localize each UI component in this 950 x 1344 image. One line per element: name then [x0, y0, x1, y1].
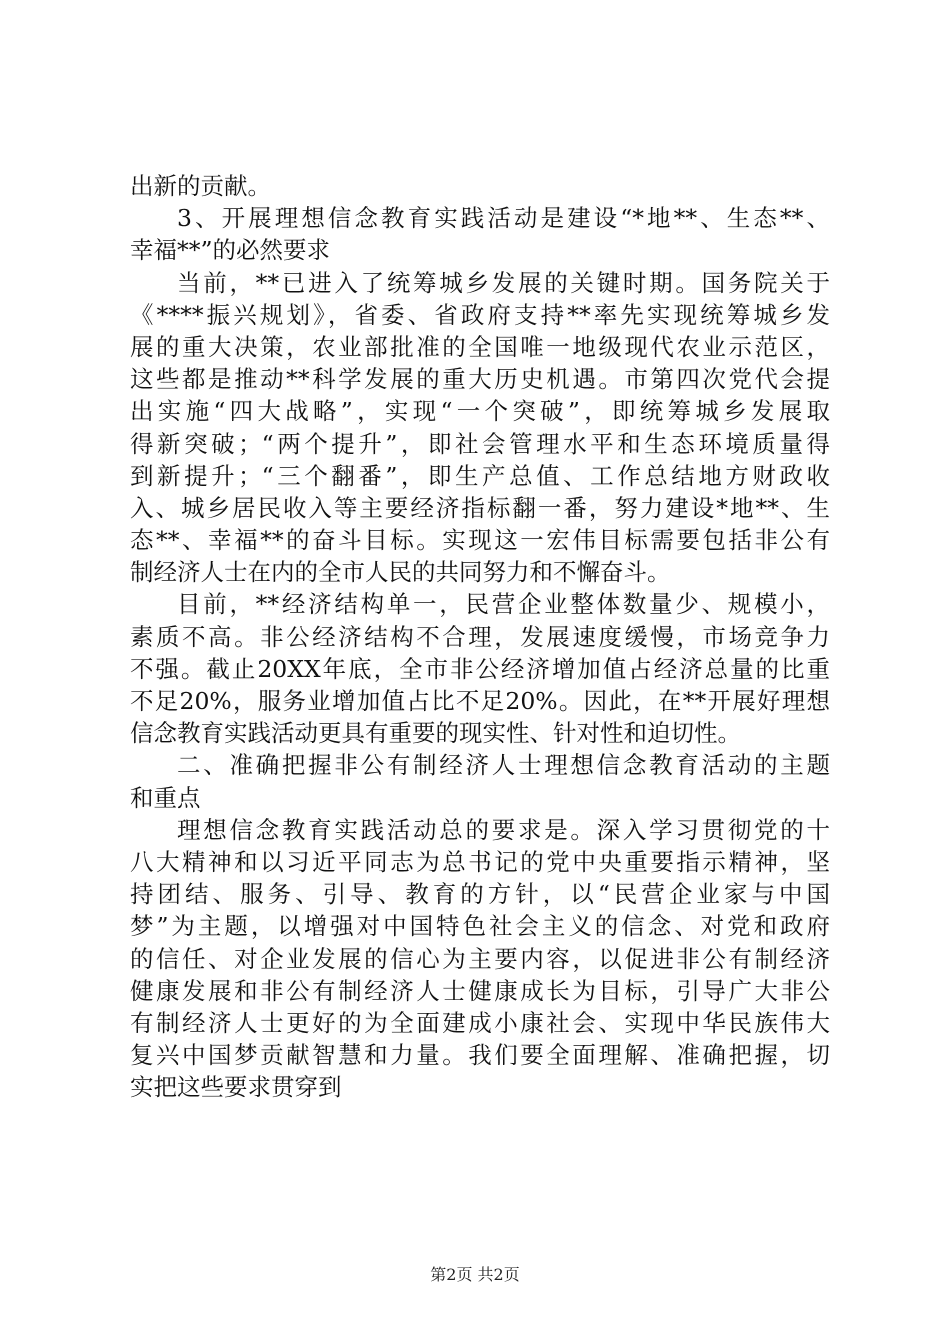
text-line: 不足20%，服务业增加值占比不足20%。因此，在**开展好理想 [130, 687, 830, 715]
text-line: 二、准确把握非公有制经济人士理想信念教育活动的主题 [177, 751, 830, 780]
text-line: 有制经济人士更好的为全面建成小康社会、实现中华民族伟大 [130, 1008, 830, 1037]
document-body [130, 170, 830, 1103]
text-line: 制经济人士在内的全市人民的共同努力和不懈奋斗。 [130, 558, 671, 587]
text-line: 素质不高。非公经济结构不合理，发展速度缓慢，市场竞争力 [130, 622, 830, 651]
text-line: 这些都是推动**科学发展的重大历史机遇。市第四次党代会提 [130, 365, 830, 394]
text-line: 出实施“四大战略”，实现“一个突破”，即统筹城乡发展取 [130, 397, 830, 426]
text-line: 《****振兴规划》，省委、省政府支持**率先实现统筹城乡发 [130, 300, 830, 329]
text-line: 出新的贡献。 [130, 172, 271, 200]
text-line: 当前，**已进入了统筹城乡发展的关键时期。国务院关于 [177, 268, 830, 297]
text-line: 展的重大决策，农业部批准的全国唯一地级现代农业示范区， [130, 332, 830, 361]
page-footer: 第2页 共2页 [430, 1265, 520, 1284]
text-line: 到新提升；“三个翻番”，即生产总值、工作总结地方财政收 [130, 461, 830, 490]
text-line: 入、城乡居民收入等主要经济指标翻一番，努力建设*地**、生 [130, 493, 830, 522]
text-line: 和重点 [130, 783, 201, 812]
text-line: 得新突破；“两个提升”，即社会管理水平和生态环境质量得 [130, 429, 830, 458]
text-line: 幸福**”的必然要求 [130, 236, 331, 265]
text-line: 八大精神和以习近平同志为总书记的党中央重要指示精神，坚 [130, 847, 830, 876]
text-line: 实把这些要求贯穿到 [130, 1073, 342, 1102]
text-line: 态**、幸福**的奋斗目标。实现这一宏伟目标需要包括非公有 [130, 526, 830, 555]
text-line: 持团结、服务、引导、教育的方针，以“民营企业家与中国 [130, 880, 830, 909]
text-line: 复兴中国梦贡献智慧和力量。我们要全面理解、准确把握，切 [130, 1041, 830, 1070]
text-line: 目前，**经济结构单一，民营企业整体数量少、规模小， [177, 590, 830, 619]
text-line: 不强。截止20XX年底，全市非公经济增加值占经济总量的比重 [130, 654, 830, 683]
text-line: 理想信念教育实践活动总的要求是。深入学习贯彻党的十 [177, 815, 830, 844]
text-line: 健康发展和非公有制经济人士健康成长为目标，引导广大非公 [130, 976, 830, 1005]
text-line: 信念教育实践活动更具有重要的现实性、针对性和迫切性。 [130, 719, 741, 748]
text-line: 的信任、对企业发展的信心为主要内容，以促进非公有制经济 [130, 944, 830, 973]
text-line: 梦”为主题，以增强对中国特色社会主义的信念、对党和政府 [130, 912, 830, 941]
text-line: 3、开展理想信念教育实践活动是建设“*地**、生态**、 [177, 204, 830, 233]
